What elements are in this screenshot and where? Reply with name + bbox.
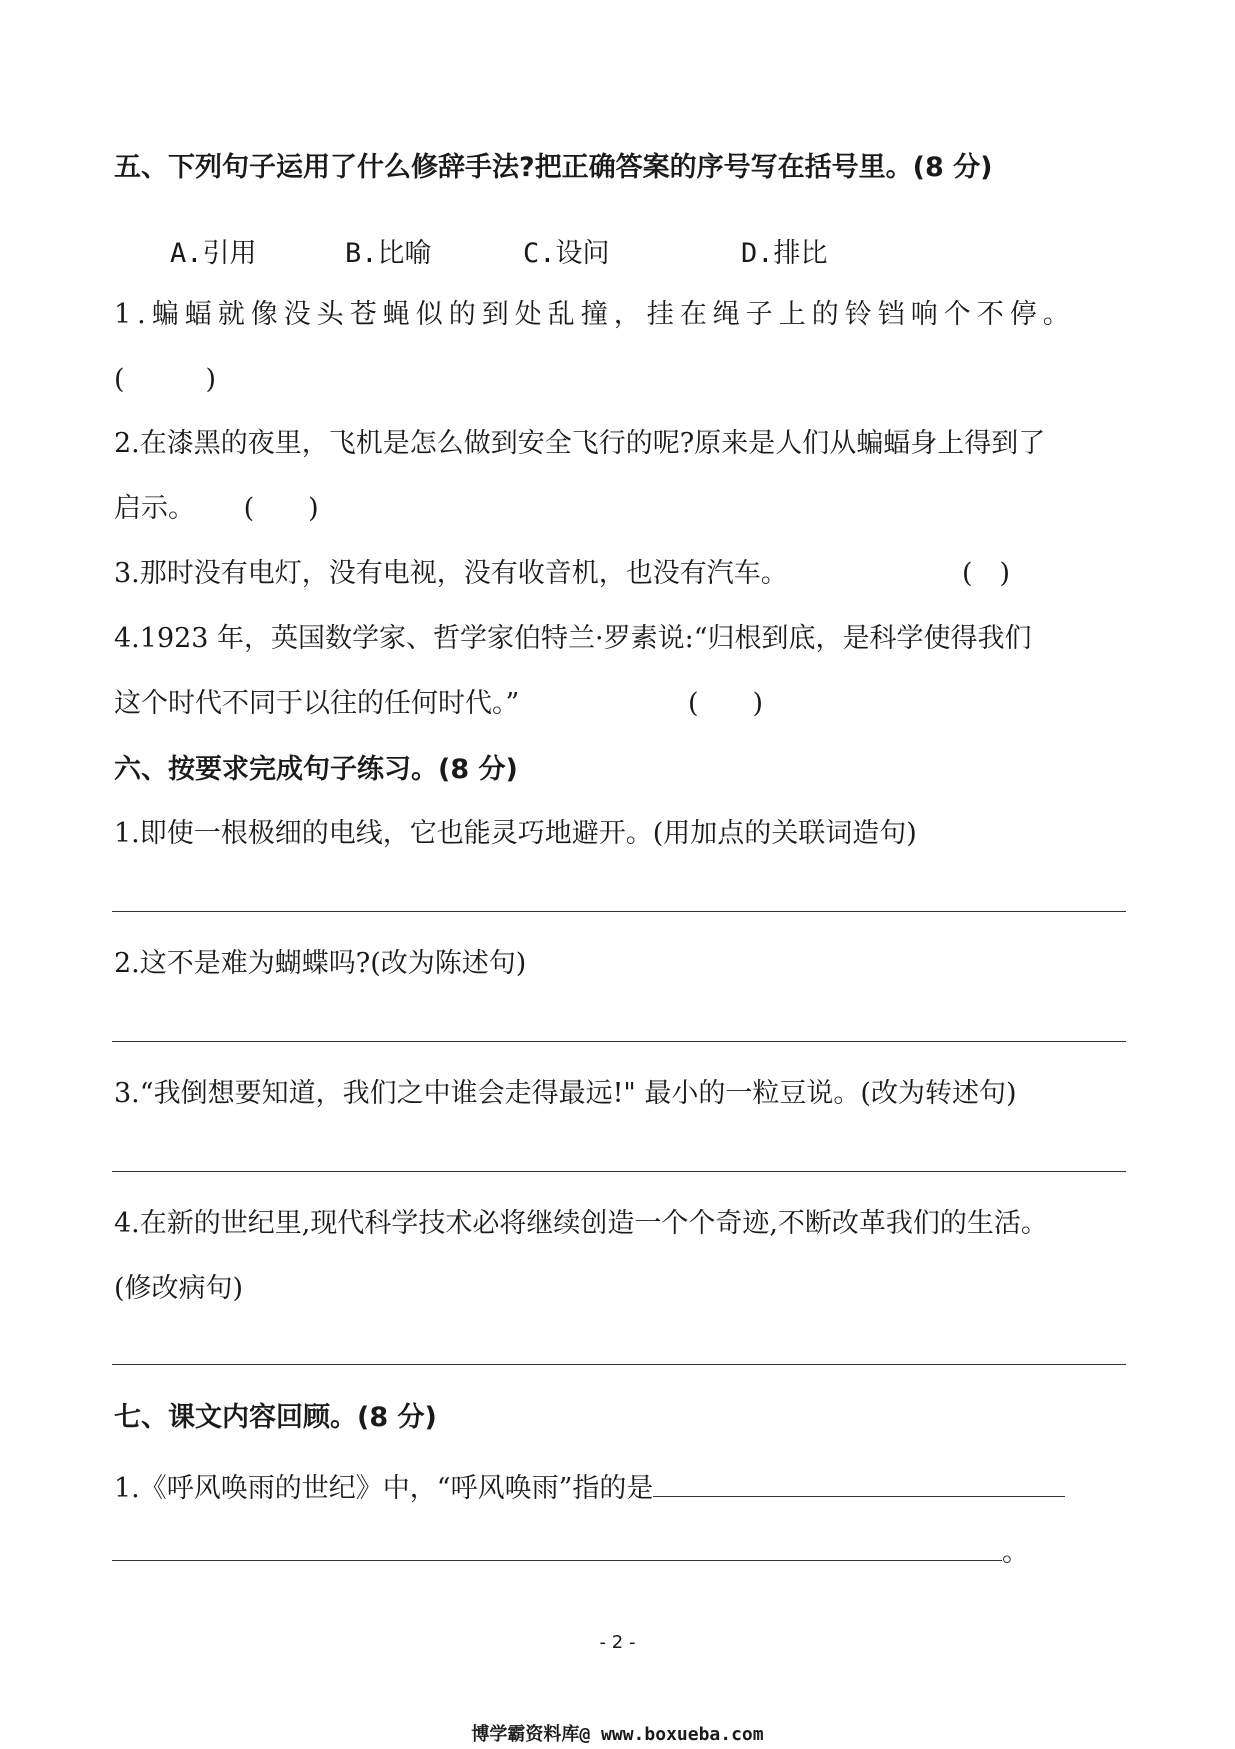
s5-question-1-line-1: 1.蝙蝠就像没头苍蝇似的到处乱撞，挂在绳子上的铃铛响个不停。	[114, 299, 1076, 330]
s5-question-2-line-1: 2.在漆黑的夜里，飞机是怎么做到安全飞行的呢?原来是人们从蝙蝠身上得到了	[114, 428, 1046, 459]
s7-question-1-text: 1.《呼风唤雨的世纪》中，“呼风唤雨”指的是	[114, 1473, 654, 1504]
section-7-title: 七、课文内容回顾。(8 分)	[114, 1402, 437, 1433]
s5-question-3-text: 3.那时没有电灯，没有电视，没有收音机，也没有汽车。	[114, 558, 788, 589]
s5-question-2-line-2	[114, 491, 319, 527]
s5-question-4-answer-paren[interactable]: ( )	[688, 688, 764, 719]
s7-question-1-line-2	[112, 1530, 1029, 1571]
section-5-title: 五、下列句子运用了什么修辞手法?把正确答案的序号写在括号里。(8 分)	[114, 152, 993, 183]
s6-question-4-answer-line[interactable]	[112, 1364, 1126, 1365]
option-b: B.比喻	[345, 238, 432, 269]
s7-question-1-line-1	[114, 1466, 1065, 1507]
page-number: - 2 -	[599, 1632, 636, 1653]
option-a: A.引用	[170, 238, 257, 269]
s7-question-1-end-mark: 。	[1002, 1537, 1029, 1568]
s6-question-3: 3.“我倒想要知道，我们之中谁会走得最远!" 最小的一粒豆说。(改为转述句)	[114, 1078, 1017, 1109]
s5-question-2-text: 启示。	[114, 493, 195, 524]
s5-question-2-answer-paren[interactable]: ( )	[243, 493, 319, 524]
s5-question-3-answer-paren[interactable]: ( )	[962, 558, 1011, 589]
s6-question-2: 2.这不是难为蝴蝶吗?(改为陈述句)	[114, 948, 527, 979]
s6-question-1-answer-line[interactable]	[112, 911, 1126, 912]
s6-question-3-answer-line[interactable]	[112, 1171, 1126, 1172]
s6-question-2-answer-line[interactable]	[112, 1041, 1126, 1042]
s5-question-1-answer-paren[interactable]: ( )	[114, 364, 217, 395]
s6-question-4-line-1: 4.在新的世纪里,现代科学技术必将继续创造一个个奇迹,不断改革我们的生活。	[114, 1208, 1048, 1239]
s5-question-4-line-1: 4.1923 年，英国数学家、哲学家伯特兰·罗素说:“归根到底，是科学使得我们	[114, 623, 1032, 654]
s7-question-1-blank-1[interactable]	[653, 1466, 1065, 1497]
s6-question-4-line-2: (修改病句)	[114, 1273, 244, 1304]
option-d: D.排比	[741, 238, 828, 269]
option-c: C.设问	[523, 238, 610, 269]
s5-question-3-line	[114, 556, 788, 592]
section-6-title: 六、按要求完成句子练习。(8 分)	[114, 754, 518, 785]
source-watermark: 博学霸资料库@ www.boxueba.com	[471, 1724, 764, 1745]
s6-question-1: 1.即使一根极细的电线，它也能灵巧地避开。(用加点的关联词造句)	[114, 818, 917, 849]
s7-question-1-blank-2[interactable]	[112, 1530, 1002, 1561]
s5-question-4-line-2: 这个时代不同于以往的任何时代。”	[114, 688, 520, 719]
